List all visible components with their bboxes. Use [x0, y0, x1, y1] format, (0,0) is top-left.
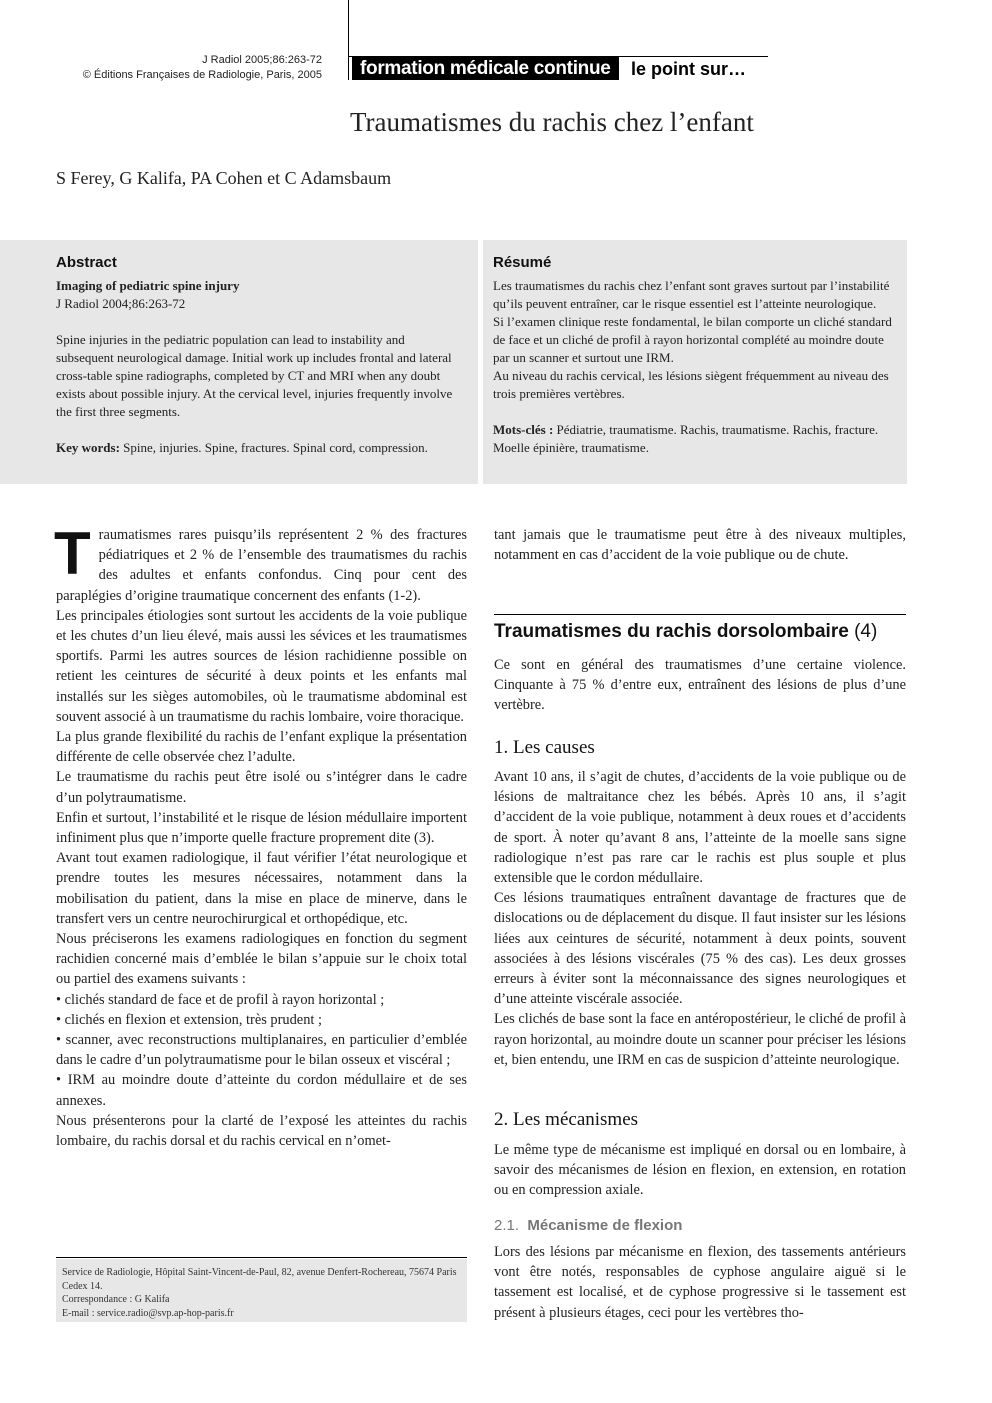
resume-heading: Résumé: [493, 254, 552, 271]
exam-list: [56, 990, 467, 1111]
causes-text: [494, 767, 906, 1070]
article-title: Traumatismes du rachis chez l’enfant: [350, 107, 754, 137]
section-intro: Ce sont en général des traumatismes d’une certaine violence. Cinquante à 75 % d’entre eux, entraînent des lésions de plus d’une vertèbre.: [494, 657, 906, 714]
list-item: • IRM au moindre doute d’atteinte du cordon médullaire et de ses annexes.: [56, 1072, 467, 1109]
copyright-line: © Éditions Françaises de Radiologie, Paris, 2005: [82, 69, 322, 81]
drop-cap: T: [54, 520, 91, 587]
list-item: • clichés en flexion et extension, très prudent ;: [56, 1011, 322, 1028]
abstract-heading: Abstract: [56, 254, 117, 271]
paragraph-bilan: Nous préciserons les examens radiologiques en fonction du segment rachidien concerné mais d’emblée le bilan s’appuie sur le choix total ou partiel des examens suivants :: [56, 931, 467, 988]
abstract-citation: J Radiol 2004;86:263-72: [56, 296, 186, 311]
section-reference: (4): [854, 621, 878, 642]
list-item: • clichés standard de face et de profil à rayon horizontal ;: [56, 991, 385, 1008]
paragraph-polytraumatisme: Le traumatisme du rachis peut être isolé ou s’intégrer dans le cadre d’un polytraumatisme.: [56, 769, 467, 806]
paragraph-flexibilite: La plus grande flexibilité du rachis de l’enfant explique la présentation différente de celle observée chez l’adulte.: [56, 729, 467, 766]
paragraph-examen: Avant tout examen radiologique, il faut vérifier l’état neurologique et prendre toutes les mesures nécessaires, notamment dans la mobilisation du patient, dans la mise en place de minerve, dans le transfert vers un centre neurochirurgical et orthopédique, etc.: [56, 850, 467, 927]
paragraph-presentation: Nous présenterons pour la clarté de l’exposé les atteintes du rachis lombaire, du rachis dorsal et du rachis cervical en n’omet-: [56, 1112, 467, 1150]
footnote: [62, 1266, 462, 1320]
causes-paragraph-1: Avant 10 ans, il s’agit de chutes, d’accidents de la voie publique ou de lésions de maltraitance chez les bébés. Après 10 ans, il s’agit d’accident de la voie publique, notamment à deux roues et d’accidents de sport. À noter qu’avant 8 ans, l’atteinte de la moelle sans signe radiologique n’est pas rare car le rachis est plus souple et plus extensible que le cordon médullaire.: [494, 769, 906, 887]
keywords-text: Spine, injuries. Spine, fractures. Spinal cord, compression.: [123, 440, 428, 455]
heading-flexion: 2.1. Mécanisme de flexion: [494, 1217, 683, 1234]
resume-keywords: [493, 421, 897, 457]
abstract-french-box: [483, 240, 907, 484]
keywords-label: Key words:: [56, 440, 120, 455]
footnote-affiliation: Service de Radiologie, Hôpital Saint-Vincent-de-Paul, 82, avenue Denfert-Rochereau, 75674 Paris Cedex 14.: [62, 1267, 457, 1292]
mots-cles-text: Pédiatrie, traumatisme. Rachis, traumatisme. Rachis, fracture. Moelle épinière, traumatisme.: [493, 422, 879, 455]
heading-causes: 1. Les causes: [494, 737, 595, 758]
flexion-paragraph: Lors des lésions par mécanisme en flexion, des tassements antérieurs vont être notés, responsables de cyphose angulaire aiguë si le tassement est localisé, et de cyphose progressive si le tassement est présent à plusieurs étages, ceci pour les vertèbres tho-: [494, 1244, 906, 1321]
footnote-correspondance: Correspondance : G Kalifa: [62, 1294, 170, 1305]
resume-paragraph-1: Les traumatismes du rachis chez l’enfant sont graves surtout par l’instabilité qu’ils peuvent entraîner, car le risque essentiel est l’atteinte neurologique.: [493, 278, 890, 311]
abstract-body: Spine injuries in the pediatric population can lead to instability and subsequent neurological damage. Initial work up includes frontal and lateral cross-table spine radiographs, completed by CT and MRI when any doubt exists about possible injury. At the cervical level, injuries frequently involve the first three segments.: [56, 332, 453, 419]
abstract-english-box: [0, 240, 478, 484]
mecanismes-paragraph: Le même type de mécanisme est impliqué en dorsal ou en lombaire, à savoir des mécanismes de lésion en flexion, en extension, en rotation ou en compression axiale.: [494, 1142, 906, 1199]
paragraph-instabilite: Enfin et surtout, l’instabilité et le risque de lésion médullaire importent infiniment plus que n’importe quelle fracture proprement dite (3).: [56, 809, 467, 847]
mots-cles-label: Mots-clés :: [493, 422, 554, 437]
paragraph-etiologies: Les principales étiologies sont surtout les accidents de la voie publique et les chutes d’un lieu élevé, mais aussi les sévices et les traumatismes sportifs. Parmi les autres sources de lésion rachidienne possible on retient les ceintures de sécurité à deux points et les enfants mal installés sur les sièges automobiles, où le traumatisme abdominal est souvent associé à un traumatisme du rachis lombaire, voire thoracique.: [56, 607, 467, 725]
abstract-keywords: [56, 439, 464, 457]
heading-mecanismes: 2. Les mécanismes: [494, 1109, 639, 1130]
abstract-subtitle: Imaging of pediatric spine injury: [56, 278, 240, 293]
journal-citation: J Radiol 2005;86:263-72: [202, 54, 322, 66]
header-vertical-rule: [348, 0, 349, 80]
section-title: Traumatismes du rachis dorsolombaire (4): [494, 621, 878, 642]
section-rule: [494, 614, 906, 615]
section-label: le point sur…: [631, 59, 747, 79]
body-column-left: [54, 520, 467, 1151]
intro-paragraph: Traumatismes rares puisqu’ils représentent 2 % des fractures pédiatriques et 2 % de l’ensemble des traumatismes du rachis des adultes et enfants confondus. Cinq pour cent des paraplégies d’origine traumatique concernent des enfants (1-2).: [54, 520, 467, 604]
section-badge: formation médicale continue: [352, 57, 619, 80]
journal-reference: [2, 53, 322, 83]
article-authors: S Ferey, G Kalifa, PA Cohen et C Adamsbaum: [56, 168, 392, 188]
continuation-paragraph: tant jamais que le traumatisme peut être à des niveaux multiples, notamment en cas d’accident de la voie publique ou de chute.: [494, 527, 906, 564]
resume-paragraph-2: Si l’examen clinique reste fondamental, le bilan comporte un cliché standard de face et un cliché de profil à rayon horizontal complété au moindre doute par un scanner et surtout une IRM.: [493, 314, 892, 365]
list-item: • scanner, avec reconstructions multiplanaires, en particulier d’emblée dans le cadre d’un polytraumatisme pour le bilan osseux et viscéral ;: [56, 1032, 467, 1069]
footnote-email: E-mail : service.radio@svp.ap-hop-paris.fr: [62, 1307, 234, 1319]
causes-paragraph-3: Les clichés de base sont la face en antéropostérieur, le cliché de profil à rayon horizontal, au moindre doute un scanner pour préciser les lésions et, bien entendu, une IRM en cas de suspicion d’atteinte neurologique.: [494, 1011, 906, 1068]
resume-paragraph-3: Au niveau du rachis cervical, les lésions siègent fréquemment au niveau des trois premières vertèbres.: [493, 368, 889, 401]
causes-paragraph-2: Ces lésions traumatiques entraînent davantage de fractures que de dislocations ou de déplacement du disque. Il faut insister sur les lésions liées aux ceintures de sécurité, notamment à deux points, souvent associées à des lésions viscérales (75 % des cas). Les deux grosses erreurs à éviter sont la méconnaissance des signes neurologiques et d’une atteinte viscérale associée.: [494, 890, 906, 1008]
footnote-rule: [56, 1257, 467, 1258]
